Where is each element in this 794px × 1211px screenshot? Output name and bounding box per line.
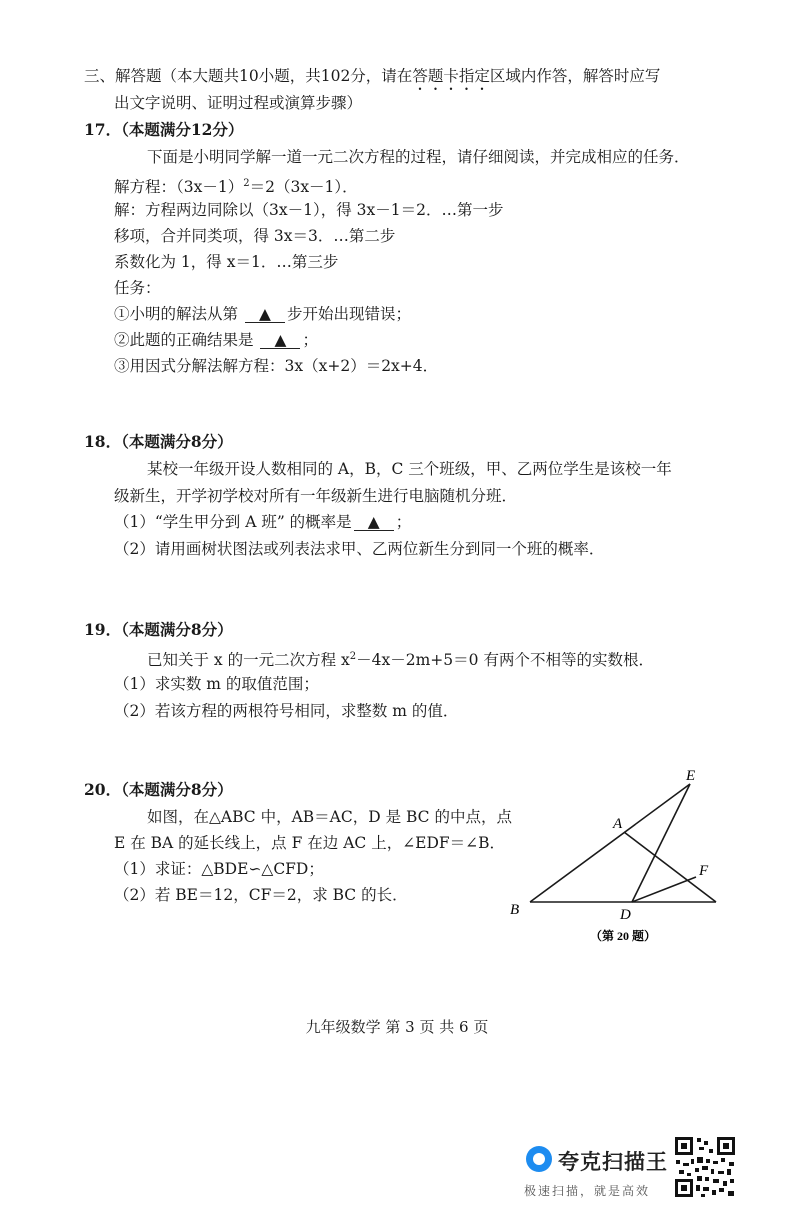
brand-name: 夸克扫描王 xyxy=(558,1150,668,1174)
q17-step3: 系数化为 1，得 x＝1．…第三步 xyxy=(114,253,339,271)
line-BE xyxy=(530,784,690,902)
q18-part1-blank: ▲ xyxy=(354,514,394,531)
q17-equation: 解方程：$(3x-1)^2=2(3x-1)$． xyxy=(114,178,358,197)
q17-task1-blank: ▲ xyxy=(245,306,285,323)
label-D: D xyxy=(620,907,631,923)
q20-part2: （2）若 BE＝12，CF＝2，求 BC 的长． xyxy=(114,886,408,904)
q20-header: 20．（本题满分8分） xyxy=(84,780,233,799)
q17-task3: ③用因式分解法解方程：3x（x+2）＝2x+4． xyxy=(114,357,439,375)
brand-logo-icon xyxy=(526,1146,552,1172)
q18-intro-line1: 某校一年级开设人数相同的 A，B，C 三个班级，甲、乙两位学生是该校一年 xyxy=(147,460,672,478)
q17-step2: 移项，合并同类项，得 3x＝3．…第二步 xyxy=(114,227,396,245)
page-footer: 九年级数学 第 3 页 共 6 页 xyxy=(305,1018,489,1036)
q18-header: 18．（本题满分8分） xyxy=(84,432,233,451)
label-F: F xyxy=(699,863,709,879)
label-B: B xyxy=(510,902,520,918)
q17-task2-blank: ▲ xyxy=(260,332,300,349)
q17-header: 17．（本题满分12分） xyxy=(84,120,244,139)
q18-part2: （2）请用画树状图法或列表法求甲、乙两位新生分到同一个班的概率． xyxy=(114,540,605,558)
q20-figure xyxy=(500,762,728,948)
q17-intro: 下面是小明同学解一道一元二次方程的过程，请仔细阅读，并完成相应的任务． xyxy=(147,148,690,166)
line-ED xyxy=(632,784,690,902)
q20-intro-line1: 如图，在△ABC 中，AB＝AC，D 是 BC 的中点，点 xyxy=(147,808,512,826)
q17-step1: 解：方程两边同除以（3x－1），得 3x－1＝2．…第一步 xyxy=(114,201,504,219)
q18-intro-line2: 级新生，开学初学校对所有一年级新生进行电脑随机分班． xyxy=(114,487,518,505)
q19-header: 19．（本题满分8分） xyxy=(84,620,233,639)
q17-task1: ①小明的解法从第 ▲ 步开始出现错误； xyxy=(114,305,411,323)
scanner-watermark xyxy=(522,1140,672,1200)
section-title: 三、解答题（本大题共10小题，共102分，请在答题卡指定区域内作答，解答时应写 xyxy=(84,67,661,85)
label-E: E xyxy=(686,768,696,784)
q19-intro: 已知关于 x 的一元二次方程 $x^2-4x-2m+5=0$ 有两个不相等的实数根． xyxy=(147,651,654,670)
q19-part2: （2）若该方程的两根符号相同，求整数 m 的值． xyxy=(114,702,459,720)
qr-code-icon xyxy=(673,1135,737,1199)
figure-caption: （第 20 题） xyxy=(590,929,657,943)
q17-task2: ②此题的正确结果是 ▲ ； xyxy=(114,331,318,349)
q20-intro-line2: E 在 BA 的延长线上，点 F 在边 AC 上，∠EDF＝∠B． xyxy=(114,834,506,852)
q20-part1: （1）求证：△BDE∽△CFD； xyxy=(114,860,324,878)
q17-task-label: 任务： xyxy=(114,279,161,297)
section-title-cont: 出文字说明、证明过程或演算步骤） xyxy=(114,94,363,112)
q18-part1: （1）“学生甲分到 A 班” 的概率是 ▲ ； xyxy=(114,513,412,531)
q19-part1: （1）求实数 m 的取值范围； xyxy=(114,675,319,693)
label-A: A xyxy=(613,816,623,832)
brand-slogan: 极速扫描，就是高效 xyxy=(524,1184,651,1198)
